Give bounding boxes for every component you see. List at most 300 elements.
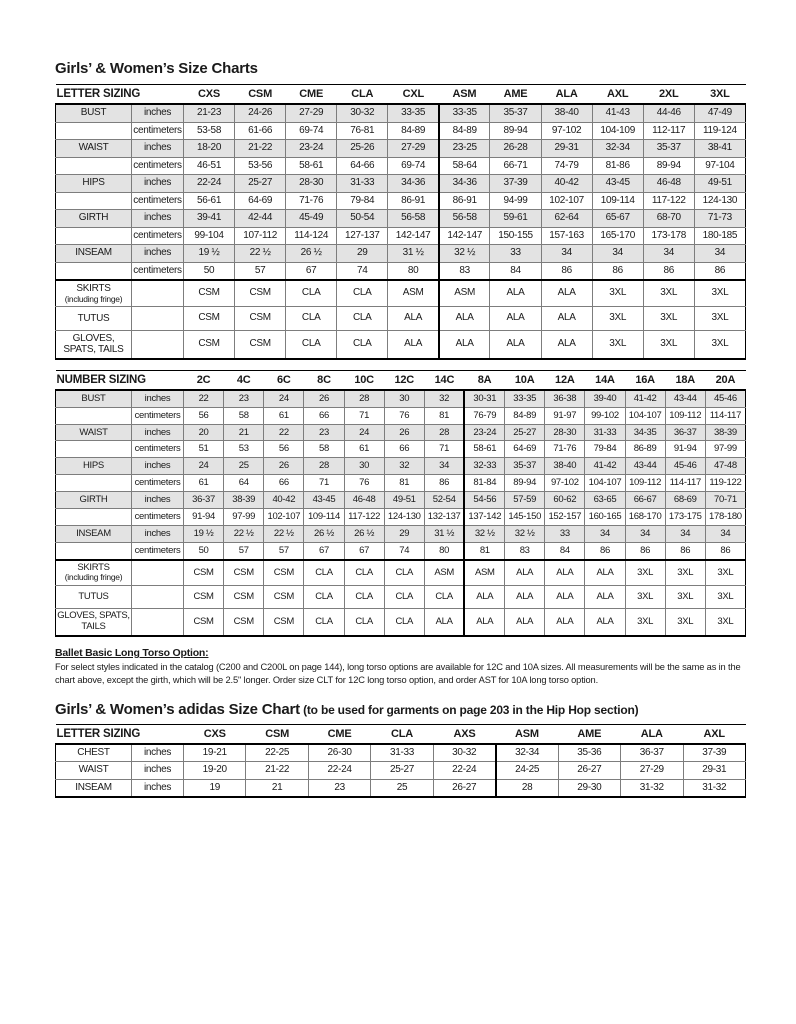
size-value-cell: 97-102 [541, 122, 592, 140]
size-value-cell: 61 [184, 475, 224, 492]
size-value-cell: 99-102 [585, 407, 625, 424]
size-value-cell: 76 [344, 475, 384, 492]
size-value-cell: 25-27 [371, 762, 433, 780]
size-value-cell: 43-45 [304, 492, 344, 509]
unit-cell: centimeters [132, 441, 184, 458]
size-value-cell: 28 [424, 424, 464, 441]
column-header: CXL [388, 85, 439, 105]
table-row [56, 157, 746, 175]
size-value-cell: 74-79 [541, 157, 592, 175]
table-row [56, 407, 746, 424]
size-value-cell: 117-122 [344, 508, 384, 525]
column-header: 16A [625, 370, 665, 390]
column-header: AXL [592, 85, 643, 105]
size-value-cell: 47-48 [705, 458, 745, 475]
size-value-cell: ASM [464, 560, 504, 586]
size-value-cell: 145-150 [505, 508, 545, 525]
size-value-cell: 20 [184, 424, 224, 441]
size-value-cell: 23 [308, 779, 370, 797]
table-row [56, 245, 746, 263]
size-value-cell: 69-74 [388, 157, 439, 175]
size-value-cell: 45-46 [665, 458, 705, 475]
size-value-cell: 160-165 [585, 508, 625, 525]
size-value-cell: 24-25 [496, 762, 558, 780]
size-value-cell: 33-35 [439, 104, 490, 122]
size-value-cell: 109-114 [592, 192, 643, 210]
unit-cell: centimeters [132, 227, 184, 245]
row-label-cell: CHEST [56, 744, 132, 762]
size-value-cell: 91-97 [545, 407, 585, 424]
garment-row [56, 609, 746, 636]
size-value-cell: 38-39 [224, 492, 264, 509]
size-value-cell: 22 [184, 390, 224, 407]
size-value-cell: 84 [490, 262, 541, 280]
size-value-cell: 38-40 [545, 458, 585, 475]
row-label-cell: GIRTH [56, 210, 132, 228]
size-value-cell: 25-26 [337, 140, 388, 158]
size-value-cell: 22 ½ [235, 245, 286, 263]
row-label-cell [56, 475, 132, 492]
size-value-cell: 32 [384, 458, 424, 475]
size-value-cell: 104-107 [625, 407, 665, 424]
size-value-cell: CSM [184, 307, 235, 331]
size-value-cell: 57 [224, 542, 264, 559]
unit-cell: inches [132, 525, 184, 542]
size-value-cell: CSM [264, 560, 304, 586]
size-value-cell: 142-147 [388, 227, 439, 245]
size-value-cell: 86 [592, 262, 643, 280]
size-value-cell: 91-94 [665, 441, 705, 458]
column-header: CSM [246, 724, 308, 744]
adidas-title-suffix: (to be used for garments on page 203 in the Hip Hop section) [299, 702, 639, 717]
size-value-cell: 180-185 [694, 227, 745, 245]
size-value-cell: 44-46 [643, 104, 694, 122]
garment-row [56, 586, 746, 609]
size-value-cell: 56 [184, 407, 224, 424]
size-value-cell: 33 [490, 245, 541, 263]
size-value-cell: 67 [286, 262, 337, 280]
size-value-cell: 40-42 [541, 175, 592, 193]
row-label-cell: BUST [56, 390, 132, 407]
size-value-cell: ASM [388, 280, 439, 307]
size-value-cell: 26-30 [308, 744, 370, 762]
size-value-cell: 23-24 [464, 424, 504, 441]
size-value-cell: 32-33 [464, 458, 504, 475]
size-value-cell: 31-33 [337, 175, 388, 193]
size-value-cell: 41-43 [592, 104, 643, 122]
size-value-cell: 27-29 [388, 140, 439, 158]
size-value-cell: 3XL [705, 586, 745, 609]
size-value-cell: 67 [344, 542, 384, 559]
size-value-cell: 58-64 [439, 157, 490, 175]
size-value-cell: 150-155 [490, 227, 541, 245]
size-value-cell: 21-23 [184, 104, 235, 122]
size-value-cell: ALA [490, 307, 541, 331]
table-row [56, 140, 746, 158]
row-label-cell: HIPS [56, 458, 132, 475]
size-value-cell: CSM [264, 609, 304, 636]
size-value-cell: 3XL [694, 307, 745, 331]
size-value-cell: 26 [304, 390, 344, 407]
size-value-cell: 23-25 [439, 140, 490, 158]
size-value-cell: 59-61 [490, 210, 541, 228]
size-value-cell: ALA [388, 307, 439, 331]
size-value-cell: 32 ½ [439, 245, 490, 263]
row-label-cell: HIPS [56, 175, 132, 193]
size-value-cell: CSM [184, 330, 235, 359]
size-value-cell: 91-94 [184, 508, 224, 525]
table-row [56, 458, 746, 475]
unit-cell: centimeters [132, 262, 184, 280]
size-value-cell: 89-94 [643, 157, 694, 175]
size-value-cell: 84 [545, 542, 585, 559]
adidas-chart-title [55, 701, 746, 718]
table-row [56, 744, 746, 762]
size-value-cell: 34 [694, 245, 745, 263]
unit-cell [132, 560, 184, 586]
adidas-sizing-table [55, 724, 746, 799]
size-value-cell: CLA [344, 586, 384, 609]
size-value-cell: 19 [184, 779, 246, 797]
unit-cell [132, 609, 184, 636]
unit-cell: inches [132, 104, 184, 122]
size-value-cell: 79-84 [337, 192, 388, 210]
size-value-cell: 33-35 [505, 390, 545, 407]
size-value-cell: CLA [384, 586, 424, 609]
size-value-cell: 3XL [665, 586, 705, 609]
size-value-cell: 132-137 [424, 508, 464, 525]
size-value-cell: 43-44 [665, 390, 705, 407]
size-value-cell: 49-51 [384, 492, 424, 509]
size-value-cell: 56 [264, 441, 304, 458]
size-value-cell: 86 [541, 262, 592, 280]
size-value-cell: 86 [585, 542, 625, 559]
size-value-cell: ALA [545, 609, 585, 636]
row-label-cell: GLOVES, SPATS, TAILS [56, 609, 132, 636]
size-value-cell: 23 [224, 390, 264, 407]
unit-cell: centimeters [132, 475, 184, 492]
size-value-cell: CSM [224, 560, 264, 586]
table-row [56, 122, 746, 140]
size-value-cell: 50-54 [337, 210, 388, 228]
size-value-cell: 56-58 [388, 210, 439, 228]
size-value-cell: ASM [439, 280, 490, 307]
column-header: 10C [344, 370, 384, 390]
size-value-cell: 114-117 [705, 407, 745, 424]
row-label-cell [56, 508, 132, 525]
size-value-cell: 39-41 [184, 210, 235, 228]
row-label-cell [56, 542, 132, 559]
column-header: ALA [541, 85, 592, 105]
size-value-cell: 56-58 [439, 210, 490, 228]
size-value-cell: CSM [184, 560, 224, 586]
size-value-cell: 34 [424, 458, 464, 475]
size-value-cell: 29-31 [683, 762, 746, 780]
size-value-cell: CSM [235, 330, 286, 359]
unit-cell: centimeters [132, 407, 184, 424]
size-value-cell: 81-86 [592, 157, 643, 175]
size-value-cell: 3XL [705, 560, 745, 586]
size-value-cell: 76-79 [464, 407, 504, 424]
size-value-cell: 26-28 [490, 140, 541, 158]
size-value-cell: 30 [384, 390, 424, 407]
size-value-cell: ALA [505, 560, 545, 586]
unit-cell: inches [132, 458, 184, 475]
size-value-cell: 38-41 [694, 140, 745, 158]
size-value-cell: ALA [585, 560, 625, 586]
size-value-cell: 104-109 [592, 122, 643, 140]
table-header-label: LETTER SIZING [56, 85, 184, 105]
size-value-cell: 89-94 [490, 122, 541, 140]
size-value-cell: 137-142 [464, 508, 504, 525]
row-label-cell [56, 227, 132, 245]
size-value-cell: 3XL [643, 307, 694, 331]
size-value-cell: 21-22 [246, 762, 308, 780]
table-row [56, 227, 746, 245]
size-value-cell: CLA [337, 280, 388, 307]
size-value-cell: 33-35 [388, 104, 439, 122]
size-value-cell: 79-84 [585, 441, 625, 458]
size-value-cell: 86 [643, 262, 694, 280]
unit-cell: inches [132, 779, 184, 797]
size-value-cell: 40-42 [264, 492, 304, 509]
size-value-cell: CLA [424, 586, 464, 609]
row-label-cell: INSEAM [56, 779, 132, 797]
size-value-cell: 24 [264, 390, 304, 407]
size-value-cell: 19 ½ [184, 245, 235, 263]
size-value-cell: 71 [344, 407, 384, 424]
size-value-cell: 114-124 [286, 227, 337, 245]
size-value-cell: CLA [304, 560, 344, 586]
column-header: CXS [184, 724, 246, 744]
size-value-cell: 86 [705, 542, 745, 559]
size-value-cell: 26 [384, 424, 424, 441]
size-value-cell: 34 [541, 245, 592, 263]
size-value-cell: 22-24 [433, 762, 495, 780]
size-value-cell: 33 [545, 525, 585, 542]
size-value-cell: 157-163 [541, 227, 592, 245]
size-value-cell: 25 [371, 779, 433, 797]
size-value-cell: 117-122 [643, 192, 694, 210]
unit-cell: inches [132, 245, 184, 263]
size-value-cell: 24 [344, 424, 384, 441]
size-value-cell: 36-38 [545, 390, 585, 407]
row-label-cell [56, 192, 132, 210]
size-value-cell: 68-69 [665, 492, 705, 509]
size-value-cell: 29-30 [558, 779, 620, 797]
size-value-cell: 58 [224, 407, 264, 424]
table-header-row [56, 724, 746, 744]
table-header-label: LETTER SIZING [56, 724, 184, 744]
size-value-cell: 165-170 [592, 227, 643, 245]
size-value-cell: 83 [505, 542, 545, 559]
size-value-cell: 74 [384, 542, 424, 559]
size-value-cell: ALA [505, 586, 545, 609]
row-label-cell: SKIRTS (including fringe) [56, 280, 132, 307]
size-value-cell: 22-24 [184, 175, 235, 193]
table-header-row [56, 370, 746, 390]
size-value-cell: 84-89 [388, 122, 439, 140]
size-value-cell: CLA [304, 586, 344, 609]
size-value-cell: 58-61 [286, 157, 337, 175]
table-header-label: NUMBER SIZING [56, 370, 184, 390]
row-label-cell [56, 122, 132, 140]
size-value-cell: 3XL [643, 330, 694, 359]
size-value-cell: 21 [246, 779, 308, 797]
size-value-cell: 57-59 [505, 492, 545, 509]
garment-row [56, 330, 746, 359]
size-value-cell: 21-22 [235, 140, 286, 158]
size-value-cell: CLA [286, 307, 337, 331]
size-value-cell: ALA [585, 609, 625, 636]
size-value-cell: 109-112 [665, 407, 705, 424]
size-value-cell: 26-27 [433, 779, 495, 797]
size-value-cell: 97-99 [224, 508, 264, 525]
size-value-cell: 28-30 [545, 424, 585, 441]
table-row [56, 542, 746, 559]
page-title: Girls’ & Women’s Size Charts [55, 60, 258, 77]
size-value-cell: 36-37 [665, 424, 705, 441]
letter-sizing-table [55, 84, 746, 360]
size-value-cell: 31-33 [371, 744, 433, 762]
table-row [56, 525, 746, 542]
unit-cell: inches [132, 175, 184, 193]
column-header: CME [286, 85, 337, 105]
size-value-cell: 81 [424, 407, 464, 424]
size-value-cell: 31 ½ [388, 245, 439, 263]
unit-cell: centimeters [132, 542, 184, 559]
garment-row [56, 560, 746, 586]
unit-cell: inches [132, 390, 184, 407]
size-value-cell: 61 [344, 441, 384, 458]
size-value-cell: 51 [184, 441, 224, 458]
row-label-cell: BUST [56, 104, 132, 122]
column-header: 20A [705, 370, 745, 390]
size-value-cell: 68-70 [643, 210, 694, 228]
size-value-cell: 26 ½ [286, 245, 337, 263]
size-value-cell: 39-40 [585, 390, 625, 407]
unit-cell: inches [132, 210, 184, 228]
size-value-cell: 102-107 [541, 192, 592, 210]
row-label-cell: INSEAM [56, 525, 132, 542]
row-label-cell: TUTUS [56, 307, 132, 331]
size-value-cell: 97-99 [705, 441, 745, 458]
table-row [56, 762, 746, 780]
size-value-cell: ALA [541, 280, 592, 307]
size-value-cell: 46-48 [643, 175, 694, 193]
table-row [56, 779, 746, 797]
size-value-cell: 53-58 [184, 122, 235, 140]
size-value-cell: 31-33 [585, 424, 625, 441]
size-value-cell: 28-30 [286, 175, 337, 193]
size-value-cell: 71-76 [545, 441, 585, 458]
size-value-cell: CSM [224, 586, 264, 609]
size-value-cell: 3XL [592, 330, 643, 359]
table-row [56, 508, 746, 525]
size-value-cell: 45-49 [286, 210, 337, 228]
size-value-cell: 76-81 [337, 122, 388, 140]
column-header: 8A [464, 370, 504, 390]
column-header: 2C [184, 370, 224, 390]
column-header: 14A [585, 370, 625, 390]
row-label-cell: WAIST [56, 762, 132, 780]
table-row [56, 492, 746, 509]
size-value-cell: 31 ½ [424, 525, 464, 542]
size-value-cell: 86 [625, 542, 665, 559]
size-value-cell: 27-29 [286, 104, 337, 122]
size-value-cell: 35-37 [490, 104, 541, 122]
column-header: CME [308, 724, 370, 744]
size-value-cell: 80 [388, 262, 439, 280]
size-value-cell: 46-48 [344, 492, 384, 509]
size-value-cell: 173-178 [643, 227, 694, 245]
size-value-cell: 41-42 [585, 458, 625, 475]
size-value-cell: 102-107 [264, 508, 304, 525]
size-value-cell: 25 [224, 458, 264, 475]
size-value-cell: 34 [665, 525, 705, 542]
size-value-cell: CSM [184, 280, 235, 307]
column-header: 18A [665, 370, 705, 390]
size-value-cell: 53-56 [235, 157, 286, 175]
size-value-cell: 34 [585, 525, 625, 542]
size-value-cell: 62-64 [541, 210, 592, 228]
size-value-cell: 3XL [625, 609, 665, 636]
size-value-cell: 3XL [625, 560, 665, 586]
size-value-cell: 64-66 [337, 157, 388, 175]
size-value-cell: ALA [541, 330, 592, 359]
size-value-cell: CLA [286, 330, 337, 359]
row-label-cell: GLOVES, SPATS, TAILS [56, 330, 132, 359]
size-value-cell: 66-67 [625, 492, 665, 509]
size-value-cell: 46-51 [184, 157, 235, 175]
size-value-cell: 31-32 [683, 779, 746, 797]
size-value-cell: CSM [184, 609, 224, 636]
size-value-cell: 45-46 [705, 390, 745, 407]
size-value-cell: 30-32 [337, 104, 388, 122]
size-value-cell: CSM [224, 609, 264, 636]
size-value-cell: 86-89 [625, 441, 665, 458]
size-value-cell: 71-73 [694, 210, 745, 228]
table-row [56, 475, 746, 492]
size-value-cell: 86 [694, 262, 745, 280]
column-header: ASM [496, 724, 558, 744]
size-value-cell: CSM [235, 307, 286, 331]
size-value-cell: 36-37 [621, 744, 683, 762]
size-value-cell: 86-91 [388, 192, 439, 210]
garment-row [56, 280, 746, 307]
size-value-cell: 29-31 [541, 140, 592, 158]
size-value-cell: 38-40 [541, 104, 592, 122]
size-value-cell: 99-104 [184, 227, 235, 245]
unit-cell [132, 330, 184, 359]
unit-cell: inches [132, 762, 184, 780]
size-value-cell: CSM [184, 586, 224, 609]
size-value-cell: CLA [384, 609, 424, 636]
size-value-cell: 26 ½ [304, 525, 344, 542]
size-value-cell: 142-147 [439, 227, 490, 245]
size-value-cell: 109-114 [304, 508, 344, 525]
size-value-cell: ASM [424, 560, 464, 586]
size-value-cell: 104-107 [585, 475, 625, 492]
size-value-cell: ALA [541, 307, 592, 331]
unit-cell: centimeters [132, 122, 184, 140]
size-value-cell: 3XL [643, 280, 694, 307]
size-value-cell: 35-37 [505, 458, 545, 475]
size-value-cell: ALA [490, 280, 541, 307]
size-value-cell: 107-112 [235, 227, 286, 245]
size-value-cell: ALA [545, 560, 585, 586]
size-value-cell: 22-25 [246, 744, 308, 762]
